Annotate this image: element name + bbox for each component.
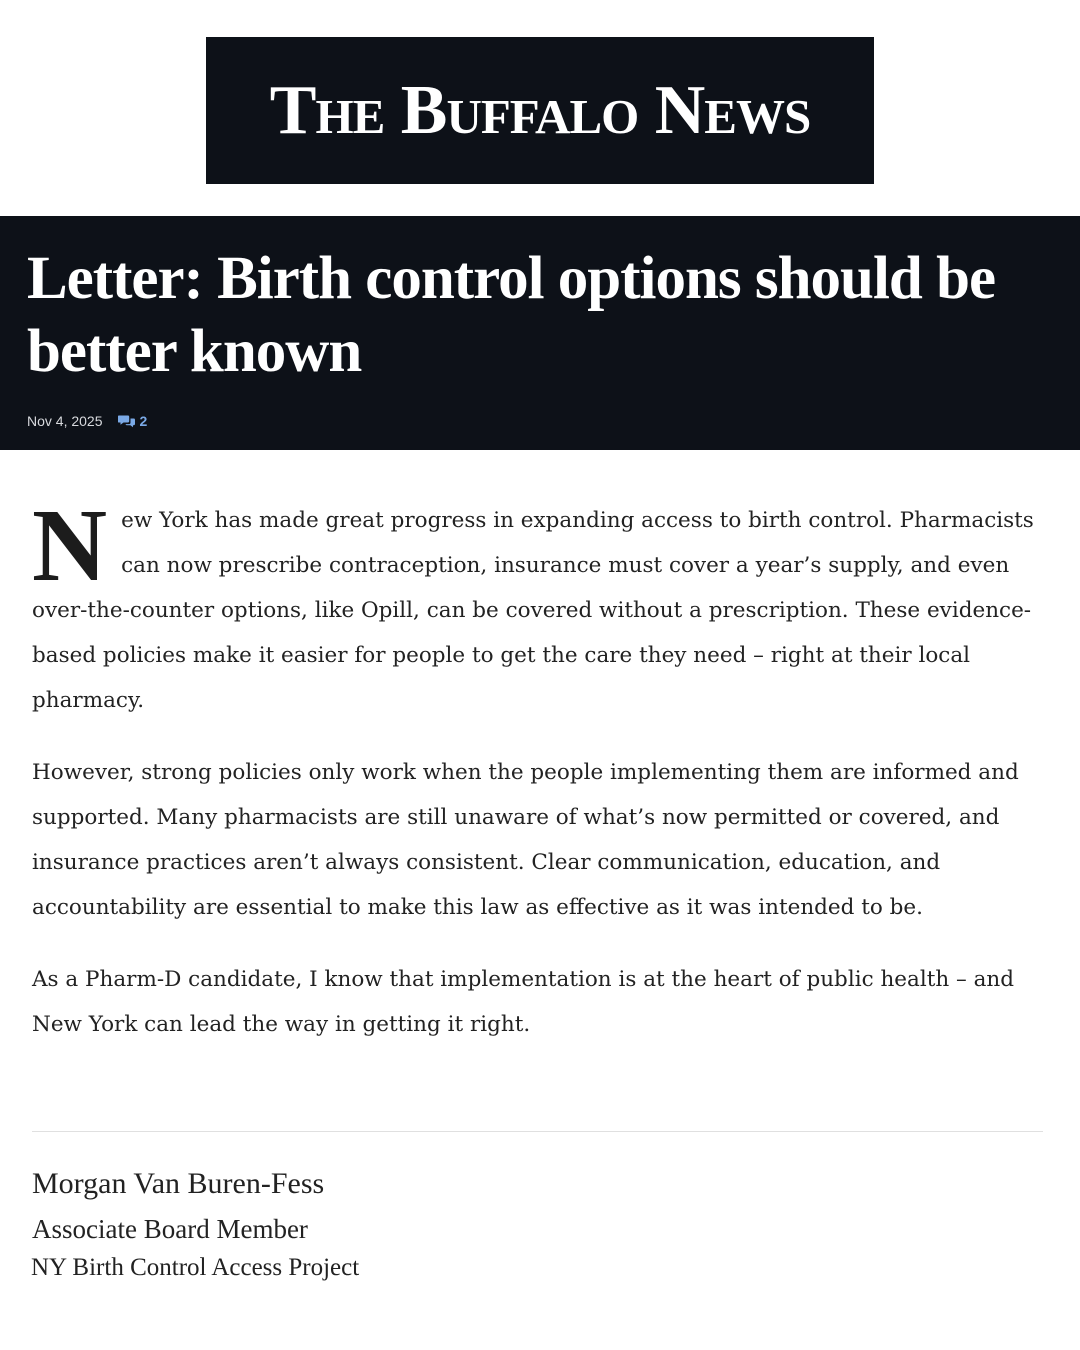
paragraph-1-text: ew York has made great progress in expanding access to birth control. Pharmacists can now prescribe contraception, insurance must cover a year’s supply, and even over-the-counter options, like Opill, can be covered without a prescription. These evidence-based policies make it easier for people to get the care they need – right at their local pharmacy. xyxy=(32,508,1034,713)
author-role: Associate Board Member xyxy=(32,1214,308,1244)
article-body xyxy=(32,488,1047,1074)
paragraph-2: However, strong policies only work when the people implementing them are informed and supported. Many pharmacists are still unaware of what’s now permitted or covered, and insurance practices aren’t always consistent. Clear communication, education, and accountability are essential to make this law as effective as it was intended to be. xyxy=(32,760,1019,920)
article-headline: Letter: Birth control options should be better known xyxy=(27,245,996,385)
author-organization: NY Birth Control Access Project xyxy=(31,1254,360,1281)
signature-block xyxy=(32,1162,359,1286)
article-meta xyxy=(27,413,147,429)
signature-divider xyxy=(32,1131,1043,1132)
masthead-logo[interactable]: The Buffalo News xyxy=(269,71,811,149)
paragraph-3: As a Pharm-D candidate, I know that implementation is at the heart of public health – and New York can lead the way in getting it right. xyxy=(32,967,1015,1037)
author-name: Morgan Van Buren-Fess xyxy=(32,1167,325,1200)
headline-section xyxy=(0,216,1080,450)
publish-date: Nov 4, 2025 xyxy=(27,413,103,429)
speech-bubbles-icon xyxy=(118,414,136,428)
comment-count: 2 xyxy=(139,413,148,429)
drop-cap: N xyxy=(32,488,108,603)
comments-link[interactable] xyxy=(118,413,148,429)
masthead[interactable] xyxy=(206,37,874,184)
paragraph-1 xyxy=(32,488,1047,723)
